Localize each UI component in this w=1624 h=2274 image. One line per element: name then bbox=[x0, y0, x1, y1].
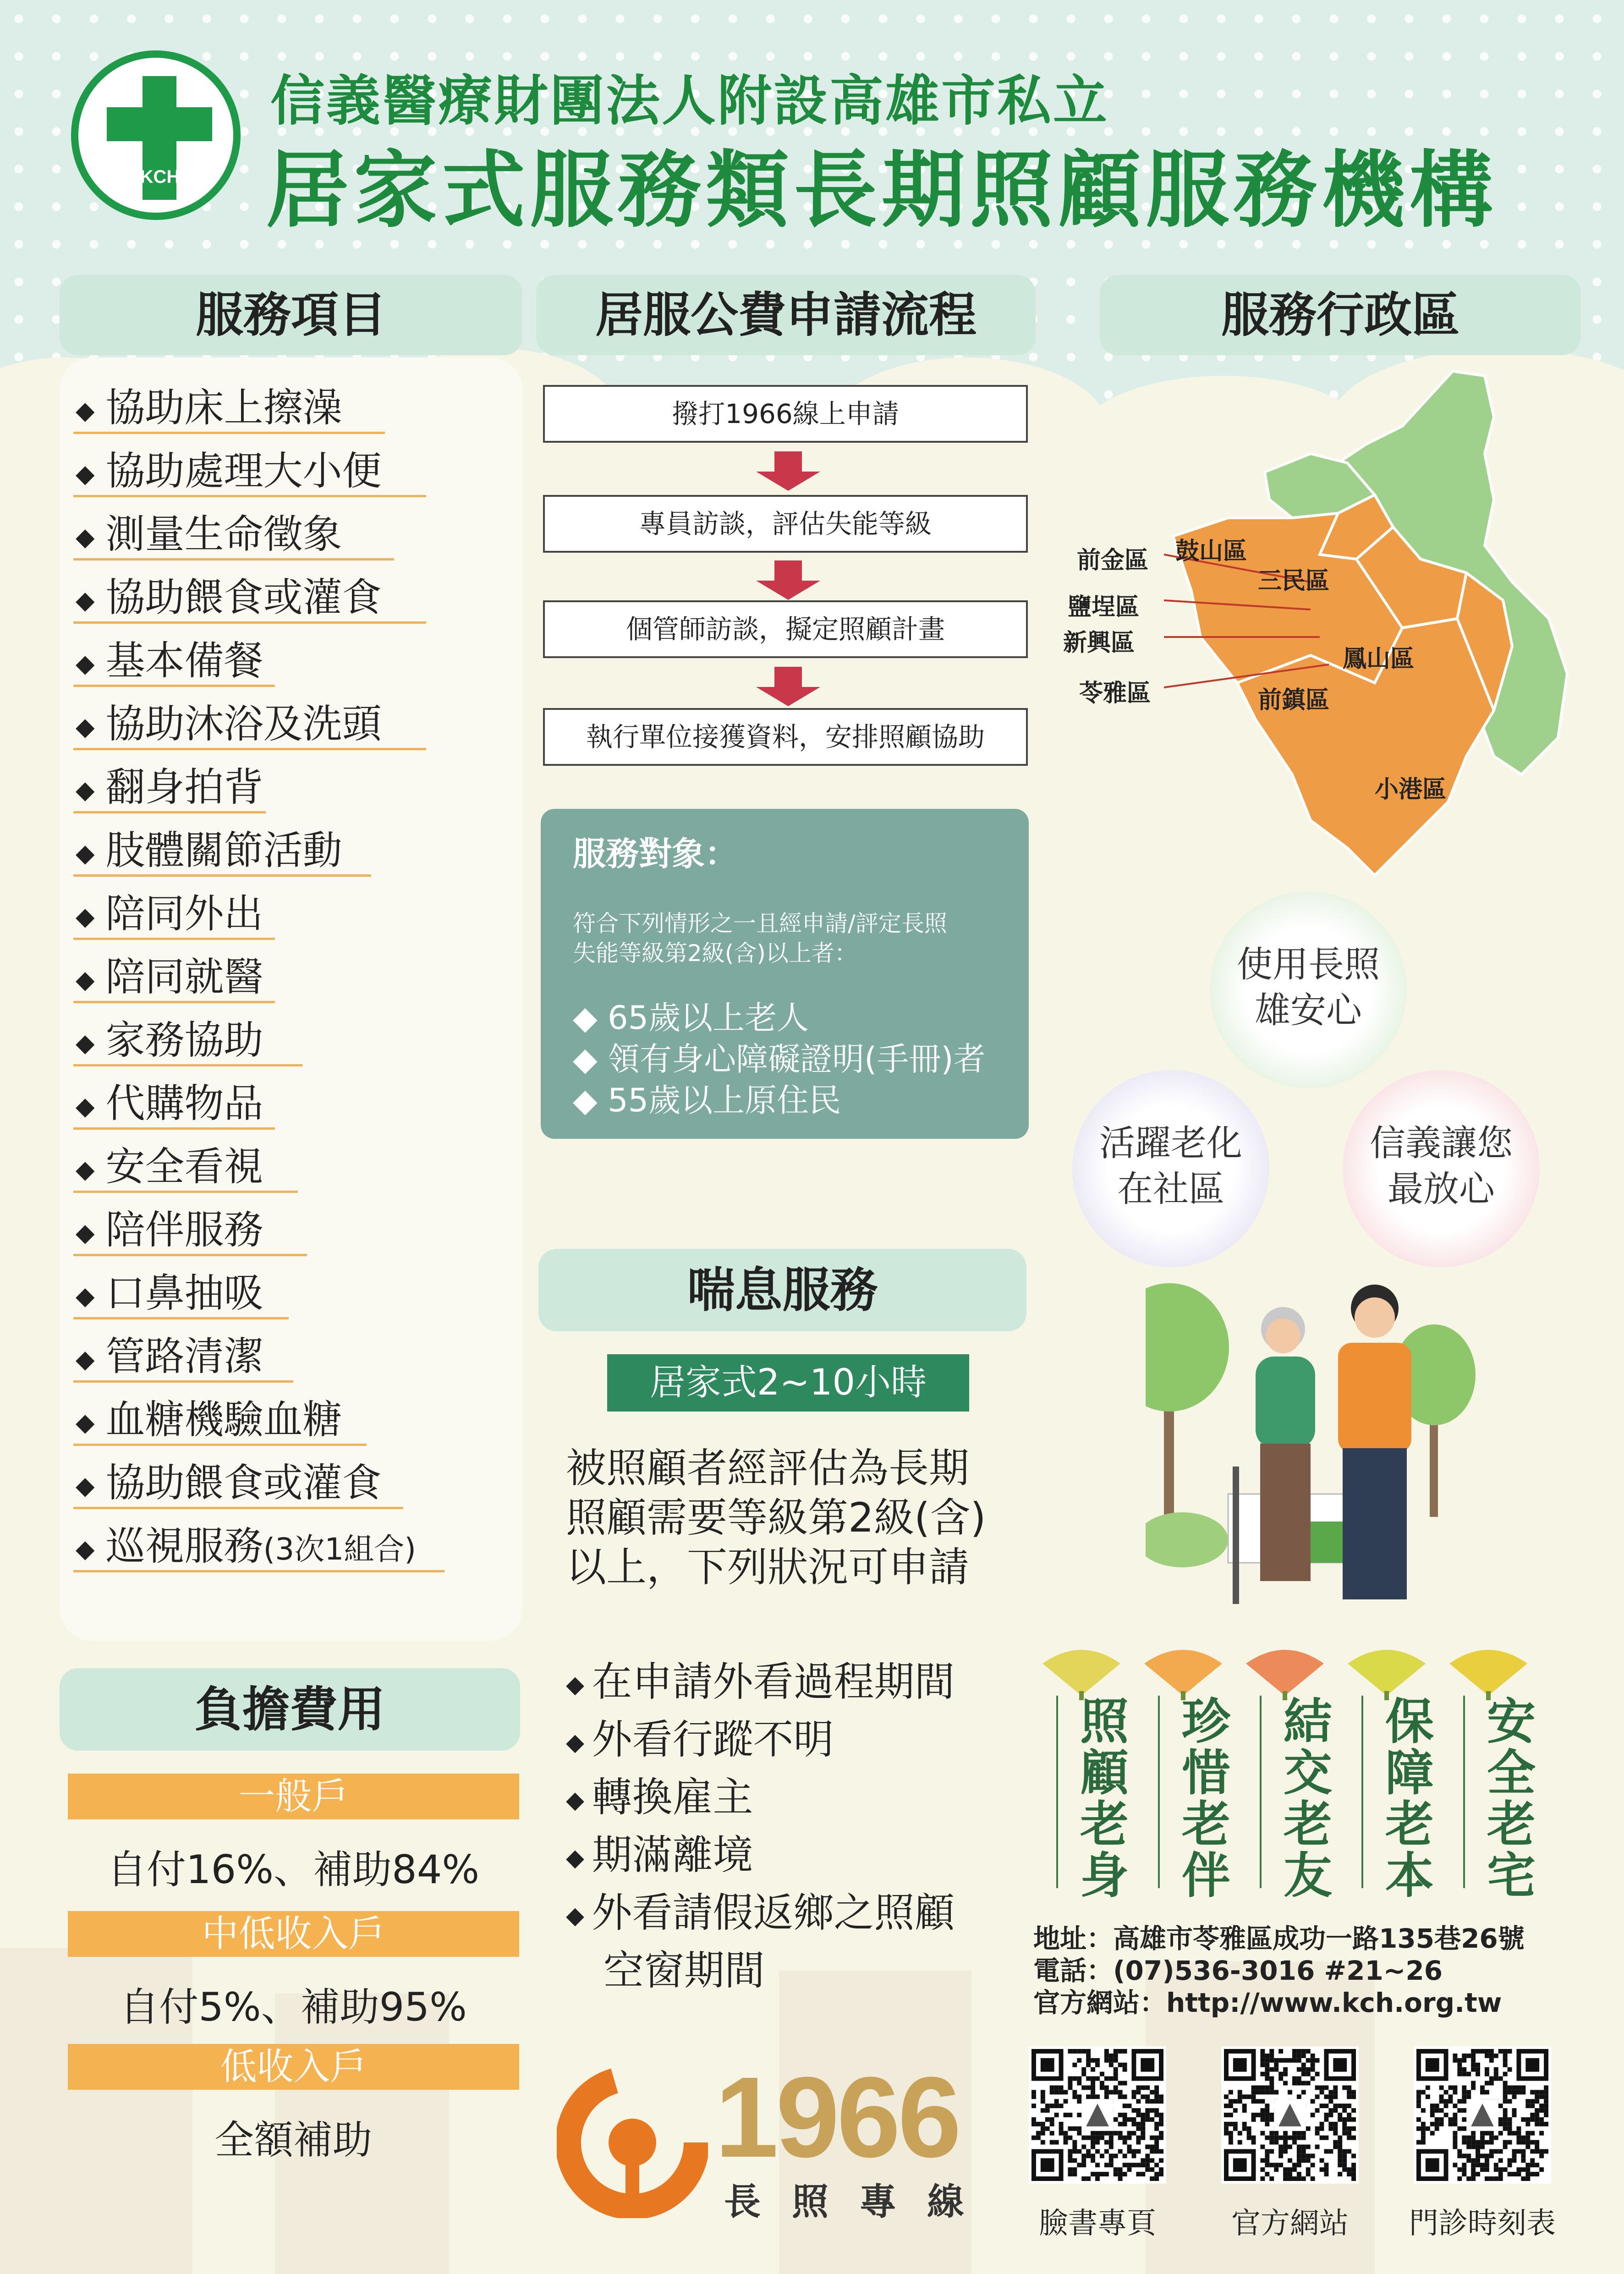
walking-cane bbox=[1233, 1467, 1239, 1604]
service-item-text: 家務協助 bbox=[105, 1017, 263, 1063]
respite-heading: 喘息服務 bbox=[538, 1249, 1026, 1331]
diamond-icon: ◆ bbox=[76, 1218, 95, 1247]
slogan-text: 珍惜老伴 bbox=[1174, 1696, 1230, 1901]
service-underline bbox=[73, 621, 426, 624]
respite-item bbox=[566, 1770, 955, 1828]
hotline-caption: 長 照 專 線 bbox=[724, 2181, 973, 2223]
map-label-qianjin: 前金區 bbox=[1077, 547, 1149, 574]
cost-general-text: 自付16%、補助84% bbox=[107, 1847, 480, 1893]
slogan-divider bbox=[1056, 1696, 1058, 1888]
slogan-text: 照顧老身 bbox=[1072, 1696, 1129, 1901]
ginkgo-leaf-icon bbox=[1241, 1645, 1328, 1700]
service-item bbox=[76, 1135, 263, 1190]
service-item bbox=[76, 629, 263, 684]
service-item bbox=[76, 1324, 263, 1379]
service-item-text: 協助床上擦澡 bbox=[105, 385, 342, 431]
qr-code[interactable] bbox=[1029, 2046, 1166, 2184]
diamond-icon: ◆ bbox=[76, 396, 95, 425]
diamond-icon: ◆ bbox=[566, 1729, 592, 1757]
hotline-stem bbox=[625, 2163, 639, 2218]
diamond-icon: ◆ bbox=[76, 1534, 95, 1564]
respite-tag: 居家式2~10小時 bbox=[607, 1354, 969, 1412]
diamond-icon: ◆ bbox=[76, 1092, 95, 1121]
respite-item-text: 期滿離境 bbox=[592, 1831, 753, 1879]
service-item bbox=[76, 1451, 382, 1506]
process-heading: 居服公費申請流程 bbox=[536, 275, 1036, 355]
diamond-icon: ◆ bbox=[76, 1345, 95, 1374]
service-item bbox=[76, 1071, 263, 1126]
service-underline bbox=[73, 1317, 289, 1319]
process-step-1: 撥打1966線上申請 bbox=[543, 385, 1028, 443]
process-step-4: 執行單位接獲資料，安排照顧協助 bbox=[543, 708, 1028, 766]
map-label-xiaogang: 小港區 bbox=[1375, 776, 1447, 803]
contact-address: 地址：高雄市苓雅區成功一路135巷26號 bbox=[1033, 1923, 1525, 1954]
elder-shirt bbox=[1256, 1357, 1315, 1448]
map-label-qianzhen: 前鎮區 bbox=[1258, 687, 1330, 714]
slogan-divider bbox=[1158, 1696, 1160, 1888]
cost-midlow-label: 中低收入戶 bbox=[68, 1911, 519, 1957]
service-item-text: 協助沐浴及洗頭 bbox=[105, 701, 382, 747]
map-label-yancheng: 鹽埕區 bbox=[1068, 593, 1140, 621]
slogan-bubble-3 bbox=[1343, 1070, 1540, 1267]
service-item bbox=[76, 1514, 417, 1569]
hotline-number: 1966 bbox=[715, 2053, 959, 2181]
service-underline bbox=[73, 1570, 444, 1572]
diamond-icon: ◆ bbox=[566, 1902, 592, 1930]
diamond-icon: ◆ bbox=[76, 649, 95, 678]
diamond-icon: ◆ bbox=[76, 1471, 95, 1500]
target-desc-line1: 符合下列情形之一且經申請/評定長照 bbox=[573, 910, 947, 937]
service-underline bbox=[73, 748, 426, 750]
service-item-text: 陪同外出 bbox=[105, 891, 263, 937]
bubble-text: 在社區 bbox=[1117, 1169, 1224, 1210]
bubble-text: 信義讓您 bbox=[1369, 1123, 1513, 1164]
target-item-text: 65歲以上老人 bbox=[608, 999, 809, 1037]
bubble-text: 最放心 bbox=[1387, 1169, 1495, 1210]
cost-heading: 負擔費用 bbox=[60, 1668, 520, 1751]
respite-item bbox=[566, 1654, 955, 1712]
service-item-text: 基本備餐 bbox=[105, 638, 263, 684]
cost-midlow-text: 自付5%、補助95% bbox=[120, 1984, 467, 2030]
service-item-text: 血糖機驗血糖 bbox=[105, 1397, 342, 1443]
service-underline bbox=[73, 1064, 302, 1066]
slogan-divider bbox=[1260, 1696, 1262, 1888]
cost-low-text: 全額補助 bbox=[214, 2117, 372, 2163]
contact-block bbox=[1033, 1922, 1525, 2019]
service-item bbox=[76, 1008, 263, 1063]
down-arrow-icon bbox=[774, 451, 802, 472]
target-title: 服務對象： bbox=[573, 835, 738, 873]
service-underline bbox=[73, 685, 275, 687]
diamond-icon: ◆ bbox=[566, 1786, 592, 1814]
slogan-text: 結交老友 bbox=[1276, 1696, 1332, 1901]
service-item-text: 肢體關節活動 bbox=[105, 828, 342, 873]
service-item-text: 管路清潔 bbox=[105, 1334, 263, 1379]
respite-item-text: 在申請外看過程期間 bbox=[592, 1658, 955, 1705]
slogan-divider bbox=[1463, 1696, 1465, 1888]
down-arrow-icon bbox=[756, 687, 820, 706]
cross-icon-bar bbox=[107, 107, 212, 141]
service-underline bbox=[73, 1001, 275, 1003]
respite-para-line: 以上，下列狀況可申請 bbox=[566, 1543, 970, 1591]
service-item bbox=[76, 882, 263, 937]
process-step-3: 個管師訪談，擬定照顧計畫 bbox=[543, 600, 1028, 658]
diamond-icon: ◆ bbox=[76, 459, 95, 489]
service-item-text: 口鼻抽吸 bbox=[105, 1270, 263, 1316]
service-item bbox=[76, 945, 263, 1000]
respite-para-line: 照顧需要等級第2級(含) bbox=[566, 1494, 986, 1541]
diamond-icon: ◆ bbox=[76, 902, 95, 931]
target-item-text: 55歲以上原住民 bbox=[608, 1082, 841, 1119]
service-item-text: 代購物品 bbox=[105, 1081, 263, 1126]
respite-list bbox=[566, 1654, 955, 1998]
down-arrow-icon bbox=[774, 560, 802, 581]
qr-caption: 官方網站 bbox=[1231, 2207, 1349, 2241]
service-item-text: 安全看視 bbox=[105, 1144, 263, 1190]
hotline-dot bbox=[609, 2119, 656, 2166]
diamond-icon: ◆ bbox=[76, 586, 95, 615]
service-item bbox=[76, 566, 382, 621]
map-label-fengshan: 鳳山區 bbox=[1343, 645, 1415, 673]
bubble-text: 雄安心 bbox=[1254, 990, 1362, 1031]
service-underline bbox=[73, 558, 394, 560]
service-underline bbox=[73, 1507, 403, 1509]
service-underline bbox=[73, 1380, 293, 1383]
qr-caption: 臉書專頁 bbox=[1039, 2207, 1156, 2241]
service-underline bbox=[73, 1444, 367, 1446]
down-arrow-icon bbox=[756, 472, 820, 491]
region-heading: 服務行政區 bbox=[1100, 275, 1581, 355]
contact-phone: 電話：(07)536-3016 #21~26 bbox=[1033, 1955, 1443, 1986]
service-underline bbox=[73, 432, 385, 434]
respite-para-line: 被照顧者經評估為長期 bbox=[566, 1445, 970, 1492]
kaohsiung-district-map bbox=[1054, 362, 1604, 889]
ginkgo-leaf-icon bbox=[1445, 1645, 1532, 1700]
service-underline bbox=[73, 1191, 298, 1193]
diamond-icon: ◆ bbox=[76, 1028, 95, 1058]
service-item bbox=[76, 692, 382, 747]
service-item-note: (3次1組合) bbox=[263, 1532, 417, 1567]
service-item bbox=[76, 376, 342, 431]
respite-item bbox=[566, 1828, 955, 1885]
target-desc-line2: 失能等級第2級(含)以上者： bbox=[573, 940, 857, 967]
diamond-icon: ◆ bbox=[76, 775, 95, 805]
diamond-icon: ◆ bbox=[76, 522, 95, 552]
service-item bbox=[76, 1388, 342, 1443]
service-underline bbox=[73, 1254, 307, 1256]
target-item bbox=[573, 992, 809, 1038]
caregiver-shirt bbox=[1338, 1343, 1411, 1453]
caregiver-face bbox=[1355, 1297, 1395, 1338]
map-label-gushan: 鼓山區 bbox=[1175, 538, 1247, 565]
ginkgo-leaf-icon bbox=[1343, 1645, 1430, 1700]
respite-paragraph bbox=[566, 1444, 986, 1592]
respite-item bbox=[566, 1712, 955, 1770]
diamond-icon: ◆ bbox=[76, 1281, 95, 1311]
tree-crown bbox=[1146, 1283, 1229, 1412]
respite-item-continuation: 空窗期間 bbox=[604, 1947, 765, 1994]
slogan-bubble-2 bbox=[1072, 1070, 1269, 1267]
target-item bbox=[573, 1033, 986, 1080]
diamond-icon: ◆ bbox=[76, 712, 95, 742]
slogan-bubble-1 bbox=[1210, 891, 1407, 1088]
bush bbox=[1146, 1512, 1228, 1567]
service-underline bbox=[73, 938, 275, 940]
service-item-text: 翻身拍背 bbox=[105, 764, 263, 810]
slogan-text: 安全老宅 bbox=[1479, 1696, 1536, 1901]
elder-face bbox=[1266, 1318, 1300, 1353]
org-title-line2: 居家式服務類長期照顧服務機構 bbox=[266, 142, 1498, 239]
kch-logo bbox=[71, 50, 241, 220]
service-item bbox=[76, 1198, 263, 1253]
map-label-xinxing: 新興區 bbox=[1063, 629, 1135, 657]
qr-code[interactable] bbox=[1221, 2046, 1359, 2184]
respite-item bbox=[566, 1885, 955, 1943]
map-label-lingya: 苓雅區 bbox=[1079, 680, 1151, 707]
ginkgo-leaf-icon bbox=[1038, 1645, 1125, 1700]
org-title-line1: 信義醫療財團法人附設高雄市私立 bbox=[270, 69, 1109, 132]
process-step-2: 專員訪談，評估失能等級 bbox=[543, 495, 1028, 553]
diamond-icon: ◆ bbox=[76, 839, 95, 868]
caregiver-pants bbox=[1343, 1448, 1407, 1599]
diamond-icon: ◆ bbox=[573, 1040, 608, 1078]
bubble-text: 活躍老化 bbox=[1099, 1123, 1242, 1164]
diamond-icon: ◆ bbox=[76, 1155, 95, 1184]
service-item bbox=[76, 818, 342, 873]
service-item bbox=[76, 755, 263, 810]
diamond-icon: ◆ bbox=[573, 1082, 608, 1119]
service-item-text: 協助餵食或灌食 bbox=[105, 575, 382, 621]
bubble-text: 使用長照 bbox=[1236, 944, 1380, 985]
respite-item-text: 外看請假返鄉之照顧 bbox=[592, 1889, 955, 1937]
ginkgo-leaf-icon bbox=[1140, 1645, 1227, 1700]
slogan-divider bbox=[1361, 1696, 1363, 1888]
respite-item-text: 外看行蹤不明 bbox=[592, 1716, 834, 1763]
qr-caption: 門診時刻表 bbox=[1409, 2207, 1556, 2241]
diamond-icon: ◆ bbox=[566, 1844, 592, 1872]
cost-general-label: 一般戶 bbox=[68, 1774, 519, 1819]
service-target-box bbox=[541, 809, 1029, 1139]
map-label-sanmin: 三民區 bbox=[1258, 567, 1330, 595]
diamond-icon: ◆ bbox=[76, 1408, 95, 1437]
services-heading: 服務項目 bbox=[60, 275, 522, 355]
target-item-text: 領有身心障礙證明(手冊)者 bbox=[608, 1040, 986, 1078]
contact-website[interactable]: 官方網站：http://www.kch.org.tw bbox=[1033, 1987, 1502, 2018]
down-arrow-icon bbox=[756, 581, 820, 600]
caregiver-illustration bbox=[1146, 1274, 1476, 1618]
diamond-icon: ◆ bbox=[76, 965, 95, 994]
service-underline bbox=[73, 1127, 275, 1130]
service-item bbox=[76, 502, 342, 557]
service-item bbox=[76, 439, 382, 494]
service-item-text: 巡視服務(3次1組合) bbox=[105, 1523, 417, 1569]
diamond-icon: ◆ bbox=[573, 999, 608, 1037]
service-item-text: 協助處理大小便 bbox=[105, 448, 382, 494]
down-arrow-icon bbox=[774, 667, 802, 687]
logo-text: KCH bbox=[140, 167, 180, 187]
target-item bbox=[573, 1075, 841, 1121]
slogan-text: 保障老本 bbox=[1377, 1696, 1434, 1901]
service-item-text: 陪伴服務 bbox=[105, 1207, 263, 1253]
service-underline bbox=[73, 874, 371, 877]
service-item bbox=[76, 1261, 263, 1316]
elder-pants bbox=[1260, 1444, 1311, 1581]
service-item-text: 協助餵食或灌食 bbox=[105, 1460, 382, 1506]
diamond-icon: ◆ bbox=[566, 1671, 592, 1699]
respite-item-text: 轉換雇主 bbox=[592, 1774, 753, 1821]
qr-code[interactable] bbox=[1414, 2046, 1551, 2184]
hotline-logo-icon bbox=[557, 2067, 708, 2218]
service-item-text: 陪同就醫 bbox=[105, 954, 263, 1000]
service-underline bbox=[73, 811, 266, 813]
service-item-text: 測量生命徵象 bbox=[105, 511, 342, 557]
cost-low-label: 低收入戶 bbox=[68, 2044, 519, 2090]
service-underline bbox=[73, 495, 426, 497]
